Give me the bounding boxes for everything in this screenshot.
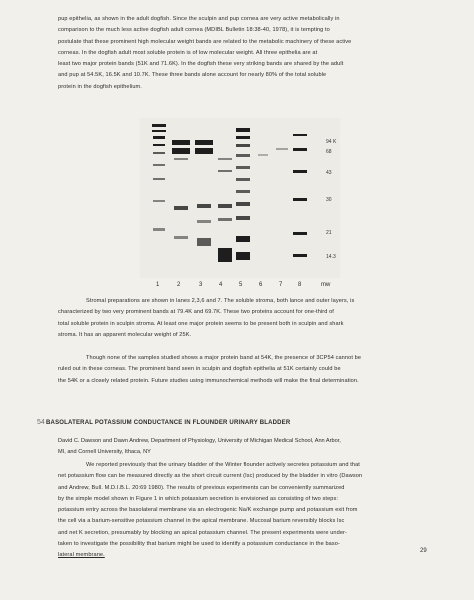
mw-marker-label: 14.3 (326, 254, 336, 260)
text-line: Stromal preparations are shown in lanes 2,3,6 and 7. The soluble stroma, both lance and outer layers, is (86, 298, 355, 304)
text-line: comparison to the much less active dogfish adult cornea (MDIBL Bulletin 18:38-40, 1978), it is tempting to (58, 27, 330, 34)
text-line: pup epithelia, as shown in the adult dogfish. Since the sculpin and pup cornea are very active metabolically in (58, 16, 340, 22)
flounder-paragraph (58, 460, 442, 562)
text-line: and net K secretion, presumably by blocking an apical potassium channel. The present experiments were under- (58, 529, 347, 536)
text-line: characterized by two very prominent bands at 79.4K and 69.7K. These two proteins account for one-third of (58, 309, 334, 316)
text-line: corneas. In the dogfish adult most soluble protein is of low molecular weight. All three epithelia are at (58, 49, 318, 56)
lane-label-2: 2 (177, 282, 181, 288)
margin-mark: 54 (37, 419, 45, 426)
text-line: postulate that these prominent high molecular weight bands are related to the metabolic machinery of these active (58, 38, 352, 45)
author-line: MI, and Cornell University, Ithaca, NY (58, 449, 151, 455)
text-line: Though none of the samples studied shows a major protein band at 54K, the presence of 3CP54 cannot be (86, 355, 362, 361)
author-line: David C. Dawson and Dawn Andrew, Department of Physiology, University of Michigan Medical School, Ann Arbor, (58, 438, 341, 444)
author-affiliation (58, 436, 442, 458)
lane-label-4: 4 (219, 282, 223, 288)
text-line: least two major protein bands (51K and 71.6K). In the dogfish these very striking bands are shared by the adult (58, 61, 344, 68)
mw-marker-label: 30 (326, 197, 332, 203)
text-line: the 54K or a closely related protein. Future studies using immunochemical methods will make the final determination. (58, 377, 359, 384)
mw-marker-label: 43 (326, 170, 332, 176)
text-line: and pup at 54.5K, 16.5K and 10.7K. These three bands alone account for nearly 80% of the total soluble (58, 72, 327, 79)
text-line: We reported previously that the urinary bladder of the Winter flounder actively secretes potassium and that (86, 462, 360, 468)
mw-marker-label: 68 (326, 149, 332, 155)
mw-marker-label: 94 K (326, 139, 337, 145)
text-line: lateral membrane. (58, 552, 105, 559)
gel-lane-6 (258, 154, 268, 156)
stroma-paragraph (58, 296, 442, 341)
gel-electrophoresis-figure (140, 118, 340, 278)
text-line: potassium entry across the basolateral membrane via an electrogenic Na/K exchange pump and potassium exit from (58, 507, 358, 514)
lane-label-5: 5 (239, 282, 243, 288)
lane-label-6: 6 (259, 282, 263, 288)
gel-lane-7 (276, 148, 288, 150)
text-line: net potassium flow can be measured directly as the short circuit current (Isc) produced by the bladder in vitro (Dawson (58, 473, 363, 480)
lane-label-3: 3 (199, 282, 203, 288)
text-line: taken to investigate the possibility that barium might be used to identify a potassium conductance in the baso- (58, 541, 340, 548)
mw-marker-label: 21 (326, 230, 332, 236)
lane-label-8: 8 (298, 282, 302, 288)
page-number: 29 (420, 548, 427, 554)
text-line: stroma. It has an apparent molecular weight of 25K. (58, 331, 192, 338)
intro-paragraph (58, 14, 442, 93)
text-line: protein in the dogfish epithelium. (58, 83, 142, 90)
text-line: the cell via a barium-sensitive potassium channel in the apical membrane. Mucosal barium reversibly blocks Isc (58, 518, 345, 525)
protein-paragraph (58, 353, 442, 387)
lane-label-7: 7 (279, 282, 283, 288)
lane-label-mw: mw (321, 282, 331, 288)
text-line: total soluble protein in sculpin stroma. At least one major protein seems to be present both in sculpin and shark (58, 320, 344, 327)
lane-label-1: 1 (156, 282, 160, 288)
text-line: ruled out in these corneas. The prominent band seen in sculpin and dogfish epithelia at 51K certainly could be (58, 366, 341, 373)
text-line: and Andrew, Bull. M.D.I.B.L. 20:69 1980). The results of previous experiments can be conveniently summarized (58, 484, 345, 491)
text-line: by the simple model shown in Figure 1 in which potassium secretion is envisioned as consisting of two steps: (58, 495, 339, 502)
section-heading: BASOLATERAL POTASSIUM CONDUCTANCE IN FLOUNDER URINARY BLADDER (46, 420, 291, 426)
